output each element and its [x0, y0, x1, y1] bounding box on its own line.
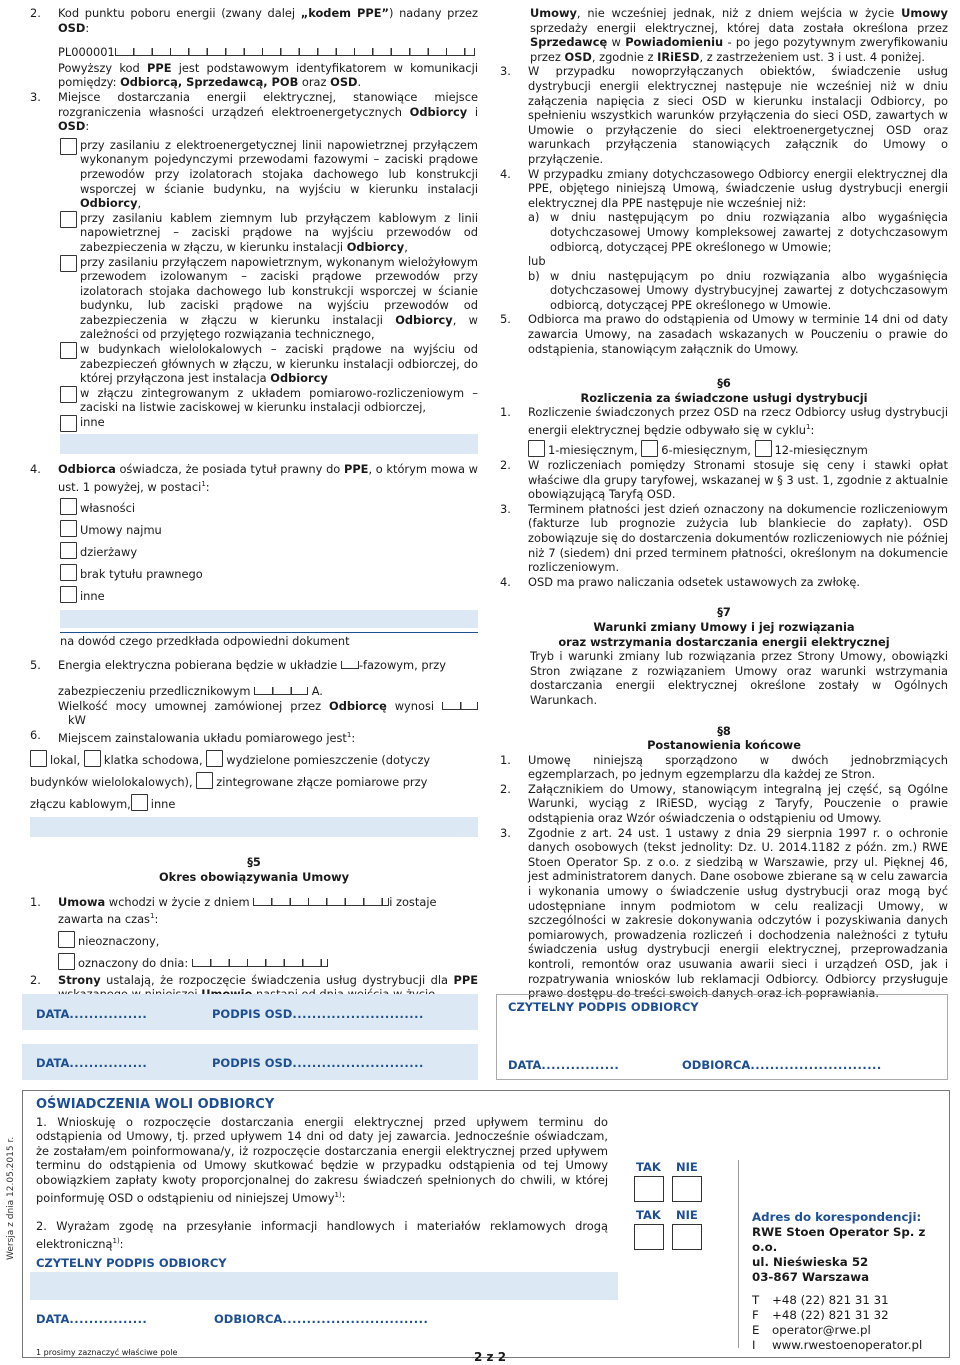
value: +48 (22) 821 31 32 [772, 1308, 889, 1322]
delivery-option [60, 386, 478, 415]
section-5 [30, 855, 478, 1001]
clause-5 [30, 658, 478, 728]
option-text: Umowy najmu [80, 523, 162, 538]
dots: ................ [69, 1056, 148, 1070]
address-divider [738, 1160, 739, 1348]
unit-text: kW [68, 713, 86, 728]
option-term: Odbiorcy [346, 239, 405, 254]
dots: ........................... [292, 1007, 424, 1021]
delivery-option [60, 342, 478, 386]
clause-num: 6. [30, 727, 41, 742]
end-date-field[interactable] [192, 959, 328, 967]
label: DATA [508, 1058, 542, 1072]
option-text: 1-miesięcznym, [548, 443, 638, 458]
term: OSD [564, 49, 592, 64]
address-phone [752, 1293, 948, 1308]
option-term: Odbiorcy [80, 196, 138, 211]
declaration-2 [36, 1219, 608, 1251]
start-date-field[interactable] [253, 898, 389, 906]
clause-text: Miejsce dostarczania energii elektrycznej, stanowiące miejsce rozgraniczenia własności urządzeń elektroenergetycznych [58, 89, 478, 119]
address-title: Adres do korespondencji: [752, 1210, 922, 1224]
clause-num: 3. [500, 825, 511, 840]
meter-location-checkbox[interactable] [30, 750, 47, 767]
clause-text: oraz [298, 75, 331, 90]
r-clause-5 [500, 312, 948, 356]
label: T [752, 1293, 760, 1307]
dots: ................ [541, 1058, 620, 1072]
clause-num: 1. [500, 405, 511, 420]
address-company: RWE Stoen Operator Sp. z o.o. [752, 1225, 926, 1254]
consent2-yes-label: TAK [636, 1208, 661, 1222]
delivery-point-options [60, 138, 478, 454]
clause-6 [30, 728, 478, 745]
sig-date-label-1 [36, 1007, 147, 1022]
delivery-option-checkbox[interactable] [60, 342, 77, 359]
clause-text: W przypadku nowoprzyłączanych obiektów, świadczenie usług dystrybucji energii elektrycznej następuje nie wcześniej niż w dniu załączenia napięcia z sieci OSD w kierunku instalacji Odbiorcy, po spełnieniu wszystkich warunków przyłączenia do sieci OSD, zawartych w Umowie o przyłączenie do sieci elektroenergetycznej OSD oraz warunkach przyłączenia stanowiących załącznik do Umowy o przyłączenie. [528, 64, 948, 166]
clause-text: Kod punktu poboru energii (zwany dalej [58, 6, 301, 20]
clause-text: : [85, 119, 90, 134]
option-text: wydzielone pomieszczenie (dotyczy [226, 753, 431, 768]
footnote-ref: 1 [806, 423, 811, 432]
term: Powiadomieniu [625, 35, 724, 50]
footnote-ref: 1) [334, 1190, 342, 1199]
clause-text: oświadcza, że posiada tytuł prawny do [115, 462, 344, 477]
clause-num: 4. [500, 574, 511, 589]
s8-clause-2 [500, 782, 948, 826]
section-number: §5 [247, 855, 261, 870]
dots: ........................... [292, 1056, 424, 1070]
clause-text: Odbiorca ma prawo do odstąpienia od Umowy w terminie 14 dni od daty zawarcia Umowy, na zasadach wskazanych w Pouczeniu o prawie do odstąpienia, stanowiącym załącznik do Umowy. [528, 312, 948, 356]
section-8 [500, 724, 948, 1001]
option-text: dzierżawy [80, 545, 138, 560]
s8-clause-1 [500, 753, 948, 782]
consent1-no-box[interactable] [672, 1176, 702, 1202]
option-text: w budynkach wielolokalowych – zaciski prądowe na wyjściu od zabezpieczeń głównych w złączu, w kierunku instalacji odbiorczej, do której przyłączona jest instalacja [80, 342, 478, 386]
title-options [60, 498, 478, 649]
r-clause-4 [500, 167, 948, 313]
clause-4 [30, 462, 478, 494]
option-text: oznaczony do dnia: [78, 955, 189, 970]
clause-num: 2. [500, 781, 511, 796]
text: 2. Wyrażam zgodę na przesyłanie informacji handlowych i materiałów reklamowych drogą elektroniczną [36, 1218, 608, 1251]
meter-location-options [30, 749, 478, 837]
clause-text: Miejscem zainstalowania układu pomiarowego jest [58, 730, 347, 745]
clause-text: Terminem płatności jest dzień oznaczony na dokumencie rozliczeniowym (fakturze lub prognozie zużycia lub blankiecie do zapłaty). OSD zobowiązuje się do dostarczenia dokumentów rozliczeniowych nie później niż 7 (siedem) dni przed terminem płatności, określonym na dokumencie rozliczeniowym. [528, 501, 948, 575]
term: IRiESD [657, 49, 700, 64]
option-text: własności [80, 501, 136, 516]
text: w [607, 35, 626, 50]
page-number: 2 z 2 [474, 1350, 507, 1364]
ppe-code-prefix: PL000001 [58, 45, 115, 60]
option-text: , w zależności od przyjętego rozwiązania technicznego, [80, 312, 478, 342]
clause-num: 3. [500, 64, 511, 79]
option-text: budynków wielolokalowych), [30, 775, 193, 790]
term: Umowy [901, 6, 948, 20]
option-text: , [404, 239, 408, 254]
text: : [119, 1236, 124, 1251]
evidence-text: na dowód czego przedkłada odpowiedni dokument [60, 634, 350, 649]
option-term: Odbiorcy [395, 312, 453, 327]
clause-term: OSD [330, 75, 358, 90]
clause-text: Powyższy kod [58, 60, 147, 75]
fuse-field[interactable] [254, 687, 308, 695]
option-text: lokal, [50, 753, 81, 768]
sig-date-label-3 [508, 1058, 619, 1073]
consent2-no-label: NIE [676, 1208, 698, 1222]
clause-text: , o którym mowa w ust. 1 powyżej, w postaci [58, 462, 478, 494]
decl-customer-label [214, 1312, 428, 1327]
option-text: klatka schodowa, [103, 753, 203, 768]
clause-text: zabezpieczeniu przedlicznikowym [58, 684, 255, 699]
address-street: ul. Nieświeska 52 [752, 1255, 869, 1269]
delivery-option [60, 415, 478, 432]
sig-osd-label-2 [212, 1056, 424, 1071]
consent1-no-label: NIE [676, 1160, 698, 1174]
option-text: przy zasilaniu kablem ziemnym lub przyłączem kablowym z linii napowietrznej – zaciski prądowe na wyjściu przewodów od zabezpieczenia w złączu, w kierunku instalacji [80, 210, 478, 254]
section-text: Tryb i warunki zmiany lub rozwiązania przez Strony Umowy, obowiązki Stron związane z rozwiązaniem Umowy oraz warunki wstrzymania dostarczania energii elektrycznej określone zostały w Ogólnych Warunkach. [530, 649, 948, 707]
continuation-text [500, 6, 948, 64]
text: , z zastrzeżeniem ust. 3 i ust. 4 poniżej. [699, 49, 926, 64]
option-text: inne [80, 415, 105, 430]
decl-date-label [36, 1312, 147, 1327]
delivery-option [60, 138, 478, 211]
clause-text: : [205, 479, 210, 494]
declarations-signature-field[interactable] [30, 1272, 618, 1300]
option-text: inne [150, 797, 176, 812]
clause-term: Odbiorcą, Sprzedawcą, POB [120, 75, 299, 90]
delivery-option-checkbox[interactable] [60, 138, 77, 155]
dots: ................ [69, 1007, 148, 1021]
consent1-yes-label: TAK [636, 1160, 661, 1174]
term: Umowy [530, 6, 577, 20]
label: E [752, 1323, 760, 1337]
ppe-code-slots[interactable] [115, 48, 475, 56]
clause-num: 5. [500, 312, 511, 327]
option-text: przy zasilaniu przyłączem napowietrznym, wykonanym wielożyłowym przewodem izolowanym – zaciski prądowe przewodów przy izolatorach stojaka dachowego lub konstrukcji wsporczej w ścianie budynku, lub zaciski prądowe na wyjściu przewodów od zabezpieczenia w złączu w kierunku instalacji [80, 254, 478, 327]
clause-text: : [351, 730, 356, 745]
customer-signature-label: CZYTELNY PODPIS ODBIORCY [508, 1000, 699, 1014]
sub-num: a) [528, 210, 540, 225]
section-title: Okres obowiązywania Umowy [158, 869, 350, 884]
clause-text: : [85, 20, 90, 35]
text: 1. Wnioskuję o rozpoczęcie dostarczania energii elektrycznej przed upływem terminu do odstąpienia od Umowy, tj. przed upływem 14 dni od daty jej zawarcia. Jednocześnie oświadczam, że zostałam/em poinformowana/y, iż rozpoczęcie dostarczania energii elektrycznej przed upływem terminu do odstąpienia od Umowy skutkować będzie w przypadku odstąpienia od tej Umowy obowiązkiem zapłaty kwoty proporcjonalnej do zakresu świadczeń spełnionych do chwili, w której poinformuję OSD o odstąpieniu od niniejszej Umowy [36, 1114, 608, 1205]
address-block [752, 1210, 948, 1353]
title-checkbox[interactable] [60, 586, 77, 603]
title-option [60, 498, 478, 520]
section-title: Rozliczenia za świadczone usługi dystrybucji [580, 390, 868, 405]
delivery-option-checkbox[interactable] [60, 415, 77, 432]
title-option [60, 564, 478, 586]
section-title: oraz wstrzymania dostarczania energii elektrycznej [558, 634, 890, 649]
text: , zgodnie z [591, 49, 658, 64]
clause-num: 1. [30, 894, 41, 909]
label: DATA [36, 1312, 70, 1326]
meter-location-checkbox[interactable] [84, 750, 101, 767]
title-checkbox[interactable] [60, 542, 77, 559]
option-text: 12-miesięcznym [774, 443, 868, 458]
section-6 [500, 376, 948, 589]
power-field[interactable] [442, 702, 478, 710]
option-text: inne [80, 589, 105, 604]
label: DATA [36, 1056, 70, 1070]
phase-field[interactable] [341, 661, 359, 669]
label: DATA [36, 1007, 70, 1021]
cycle-checkbox[interactable] [755, 440, 772, 457]
option-text: w złączu zintegrowanym z układem pomiarowo-rozliczeniowym – zaciski na listwie zaciskowej w kierunku instalacji odbiorczej, [80, 385, 478, 415]
term: Sprzedawcę [530, 35, 608, 50]
clause-text: W przypadku zmiany dotychczasowego Odbiorcy energii elektrycznej dla PPE, objętego niniejszą Umową, świadczenie usług dystrybucji energii elektrycznej dla PPE następuje nie wcześniej niż: [528, 166, 948, 210]
label: ODBIORCA [214, 1312, 283, 1326]
label: I [752, 1338, 756, 1352]
clause-term: PPE [453, 972, 478, 987]
right-column [500, 6, 948, 1001]
clause-num: 4. [500, 166, 511, 181]
clause-text: : [154, 911, 159, 926]
clause-text: Zgodnie z art. 24 ust. 1 ustawy z dnia 29 sierpnia 1997 r. o ochronie danych osobowych (tekst jednolity: Dz. U. 2014.1182 z późn. zm.) RWE Stoen Operator Sp. z o.o. z siedzibą w Warszawie, przy ul. Pięknej 46, jest administratorem danych. Dane osobowe zbierane są w celu zawarcia i wykonania umowy o świadczenie usług dystrybucji oraz mogą być udostępniane innym podmiotom w celu realizacji Umowy, w szczególności w zakresie dokonywania odczytów i pozyskiwania danych pomiarowych, prowadzenia rozliczeń i dochodzenia należności z tytułu świadczenia usług dystrybucji energii elektrycznej, przeprowadzania kontroli, remontów oraz usuwania awarii sieci i urządzeń OSD, jak i rozpatrywania wniosków lub reklamacji Odbiorcy. Odbiorcy przysługuje prawo dostępu do treści swoich danych oraz ich poprawiania. [528, 825, 948, 1001]
delivery-option [60, 255, 478, 343]
footnote-text: 1 prosimy zaznaczyć właściwe pole [36, 1348, 178, 1357]
text: , nie wcześniej jednak, niż z dniem wejścia w życie [576, 6, 902, 20]
clause-text: i zostaje [389, 894, 437, 909]
dots: ................ [69, 1312, 148, 1326]
clause-text: ) nadany przez [389, 6, 478, 20]
sig-osd-label-1 [212, 1007, 424, 1022]
option-text: 6-miesięcznym, [661, 443, 751, 458]
address-city: 03-867 Warszawa [752, 1270, 870, 1284]
section-number: §7 [717, 605, 731, 620]
delivery-option [60, 211, 478, 255]
label: PODPIS OSD [212, 1056, 293, 1070]
ppe-code-field[interactable] [58, 45, 478, 60]
s6-clause-2 [500, 458, 948, 502]
footnote-ref: 1 [201, 479, 206, 488]
clause-term: Odbiorcy [409, 104, 468, 119]
clause-2 [30, 6, 478, 90]
clause-text: wchodzi w życie z dniem [105, 894, 254, 909]
address-www[interactable] [752, 1338, 948, 1353]
meter-location-checkbox[interactable] [196, 772, 213, 789]
clause-3 [30, 90, 478, 134]
clause-term: PPE [343, 462, 369, 477]
label: ODBIORCA [682, 1058, 751, 1072]
declarations-signature-label: CZYTELNY PODPIS ODBIORCY [36, 1256, 227, 1270]
clause-num: 3. [500, 501, 511, 516]
clause-num: 1. [500, 752, 511, 767]
sub-num: b) [528, 268, 540, 283]
value: +48 (22) 821 31 31 [772, 1293, 889, 1307]
section-number: §8 [717, 723, 731, 738]
term-checkbox[interactable] [58, 931, 75, 948]
s8-clause-3 [500, 826, 948, 1001]
option-text: przy zasilaniu z elektroenergetycznej linii napowietrznej przyłączem wykonanym pojedynczymi przewodami fazowymi – zaciski prądowe przewodów przy izolatorach stojaka dachowego lub konstrukcji wsporczej w ścianie budynku, na wyjściu w kierunku instalacji [80, 137, 478, 196]
declaration-1 [36, 1115, 608, 1205]
clause-text: W rozliczeniach pomiędzy Stronami stosuje się ceny i stawki opłat właściwe dla grupy taryfowej, wskazanej w § 3 ust. 1, zgodnie z aktualnie obowiązującą Taryfą OSD. [528, 458, 948, 502]
clause-text: i [467, 104, 478, 119]
dots: ........................... [750, 1058, 882, 1072]
s6-clause-4 [500, 575, 948, 590]
address-email[interactable] [752, 1323, 948, 1338]
title-option [60, 586, 478, 608]
sig-date-label-2 [36, 1056, 147, 1071]
option-text: brak tytułu prawnego [80, 567, 203, 582]
option-text: zintegrowane złącze pomiarowe przy [216, 775, 428, 790]
text: - po jego pozytywnym zweryfikowaniu przez [530, 35, 948, 64]
option-text: , [137, 196, 142, 211]
consent1-yes-box[interactable] [634, 1176, 664, 1202]
delivery-other-field[interactable] [60, 434, 478, 454]
clause-num: 4. [30, 462, 41, 477]
footnote-ref: 1 [346, 730, 352, 739]
clause-text: Umowę niniejszą sporządzono w dwóch jednobrzmiących egzemplarzach, po jednym egzemplarzu dla każdej ze Stron. [528, 752, 948, 782]
clause-text: . [357, 75, 362, 90]
sub-text: w dniu następującym po dniu rozwiązania albo wygaśnięcia dotychczasowej Umowy dystrybucyjnej zawartej z dotychczasowym odbiorcą, dotyczącej PPE określonego w Umowie. [550, 268, 948, 312]
clause-term: Odbiorca [58, 462, 116, 477]
clause-text: Energia elektryczna pobierana będzie w układzie [58, 657, 341, 672]
consent2-yes-box[interactable] [634, 1224, 664, 1250]
value: operator@rwe.pl [772, 1323, 871, 1337]
title-checkbox[interactable] [60, 498, 77, 515]
version-text: Wersja z dnia 12.05.2015 r. [6, 1136, 16, 1260]
clause-text: Załącznikiem do Umowy, stanowiącym integralną jej część, są Ogólne Warunki, wyciąg z IRiESD, wyciąg z Taryfy, Pouczenie o prawie odstąpienia oraz Wzór oświadczenia o odstąpieniu od Umowy. [528, 781, 948, 826]
clause-term: OSD [58, 20, 86, 35]
delivery-option-checkbox[interactable] [60, 211, 77, 228]
label: PODPIS OSD [212, 1007, 293, 1021]
value: www.rwestoenoperator.pl [772, 1338, 923, 1352]
address-fax [752, 1308, 948, 1323]
footnote-ref: 1) [112, 1236, 120, 1245]
option-text: złączu kablowym, [30, 797, 131, 812]
s6-clause-1 [500, 405, 948, 458]
clause-num: 2. [30, 6, 41, 20]
title-other-field[interactable] [60, 610, 478, 628]
clause-num: 2. [30, 972, 41, 987]
sub-text: w dniu następującym po dniu rozwiązania albo wygaśnięcia dotychczasowej Umowy kompleksowej zawartej z dotychczasowym odbiorcą, dotyczącej PPE określonego w Umowie; [550, 210, 948, 254]
lub-text: lub [528, 254, 546, 269]
declarations-title: OŚWIADCZENIA WOLI ODBIORCY [36, 1097, 275, 1112]
unit-text: A. [311, 684, 323, 699]
clause-term: Odbiorcę [329, 698, 387, 713]
title-option [60, 520, 478, 542]
clause-text: jest podstawowym identyfikatorem w komunikacji pomiędzy: [58, 60, 478, 90]
clause-text: wynosi [386, 698, 442, 713]
clause-term: „kodem PPE” [300, 6, 389, 20]
cycle-checkbox[interactable] [528, 440, 545, 457]
title-option [60, 542, 478, 564]
clause-num: 2. [500, 458, 511, 473]
clause-text: Rozliczenie świadczonych przez OSD na rzecz Odbiorcy usług dystrybucji energii elektrycznej będzie odbywało się w cyklu [528, 405, 948, 437]
clause-text: zawarta na czas [58, 911, 150, 926]
text: : [341, 1190, 346, 1205]
clause-num: 3. [30, 89, 41, 104]
left-column [30, 6, 478, 1002]
clause-text: ustalają, że rozpoczęcie świadczenia usług dystrybucji dla [100, 972, 454, 987]
clause-num: 5. [30, 657, 41, 672]
option-text: nieoznaczony, [78, 933, 160, 948]
meter-other-field[interactable] [30, 817, 478, 837]
meter-location-checkbox[interactable] [206, 750, 223, 767]
clause-term: PPE [147, 60, 172, 75]
consent2-no-box[interactable] [672, 1224, 702, 1250]
clause-term: Strony [58, 972, 101, 987]
s6-clause-3 [500, 502, 948, 575]
clause-term: OSD [58, 119, 86, 134]
clause-text: : [810, 422, 815, 437]
sig-customer-label [682, 1058, 882, 1073]
s5-clause-1 [30, 895, 478, 973]
term-checkbox[interactable] [58, 953, 75, 970]
r-clause-3 [500, 64, 948, 166]
section-title: Warunki zmiany Umowy i jej rozwiązania [593, 619, 855, 634]
delivery-option-checkbox[interactable] [60, 255, 77, 272]
label: F [752, 1308, 759, 1322]
section-7 [500, 605, 948, 707]
title-checkbox[interactable] [60, 564, 77, 581]
cycle-checkbox[interactable] [641, 440, 658, 457]
section-number: §6 [717, 376, 731, 391]
declarations-content [36, 1098, 608, 1251]
text: sprzedaży energii elektrycznej, której data została określona przez [530, 20, 948, 35]
clause-text: Wielkość mocy umownej zamówionej przez [58, 698, 330, 713]
clause-text: OSD ma prawo naliczania odsetek ustawowych za zwłokę. [528, 574, 861, 589]
title-checkbox[interactable] [60, 520, 77, 537]
option-term: Odbiorcy [270, 371, 328, 386]
footnote-ref: 1 [149, 912, 155, 921]
clause-term: Umowa [58, 894, 106, 909]
dots: .............................. [282, 1312, 429, 1326]
meter-location-checkbox[interactable] [131, 794, 148, 811]
section-title: Postanowienia końcowe [647, 738, 801, 753]
clause-text: -fazowym, przy [358, 657, 447, 672]
delivery-option-checkbox[interactable] [60, 386, 77, 403]
